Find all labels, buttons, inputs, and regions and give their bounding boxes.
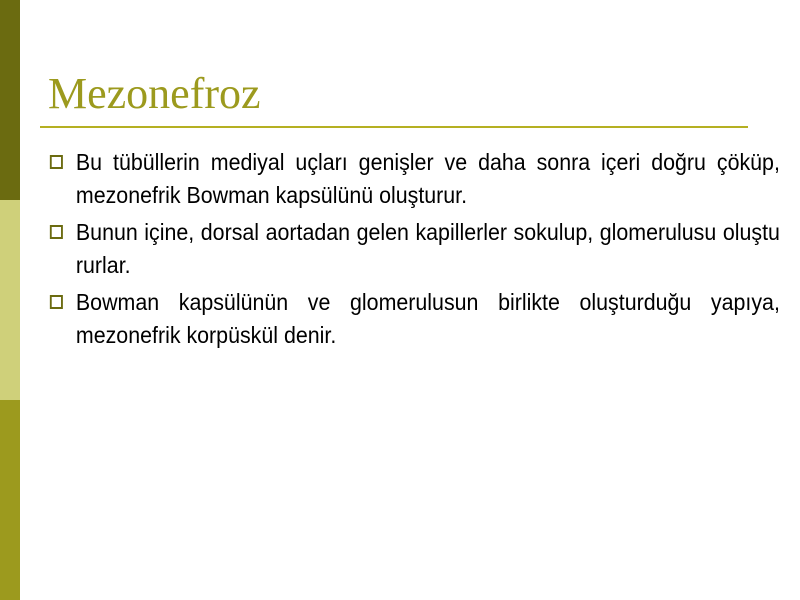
bullet-list	[48, 146, 780, 356]
sidebar-middle-segment	[0, 200, 20, 400]
sidebar-top-segment	[0, 0, 20, 200]
hollow-square-bullet-icon	[50, 295, 63, 309]
bullet-text: Bu tübüllerin mediyal uçları genişler ve daha sonra içeri doğru çöküp, mezonefrik Bowman kapsülünü oluşturur.	[75, 149, 780, 208]
bullet-item	[48, 286, 780, 352]
bullet-text: Bunun içine, dorsal aortadan gelen kapillerler sokulup, glomerulusu oluştu rurlar.	[75, 219, 780, 278]
bullet-text: Bowman kapsülünün ve glomerulusun birlikte oluşturduğu yapıya, mezonefrik korpüskül denir.	[75, 289, 780, 348]
bullet-item	[48, 216, 780, 282]
slide-title: Mezonefroz	[48, 69, 261, 118]
hollow-square-bullet-icon	[50, 155, 63, 169]
sidebar-bottom-segment	[0, 400, 20, 600]
title-divider	[40, 126, 748, 128]
hollow-square-bullet-icon	[50, 225, 63, 239]
bullet-item	[48, 146, 780, 212]
